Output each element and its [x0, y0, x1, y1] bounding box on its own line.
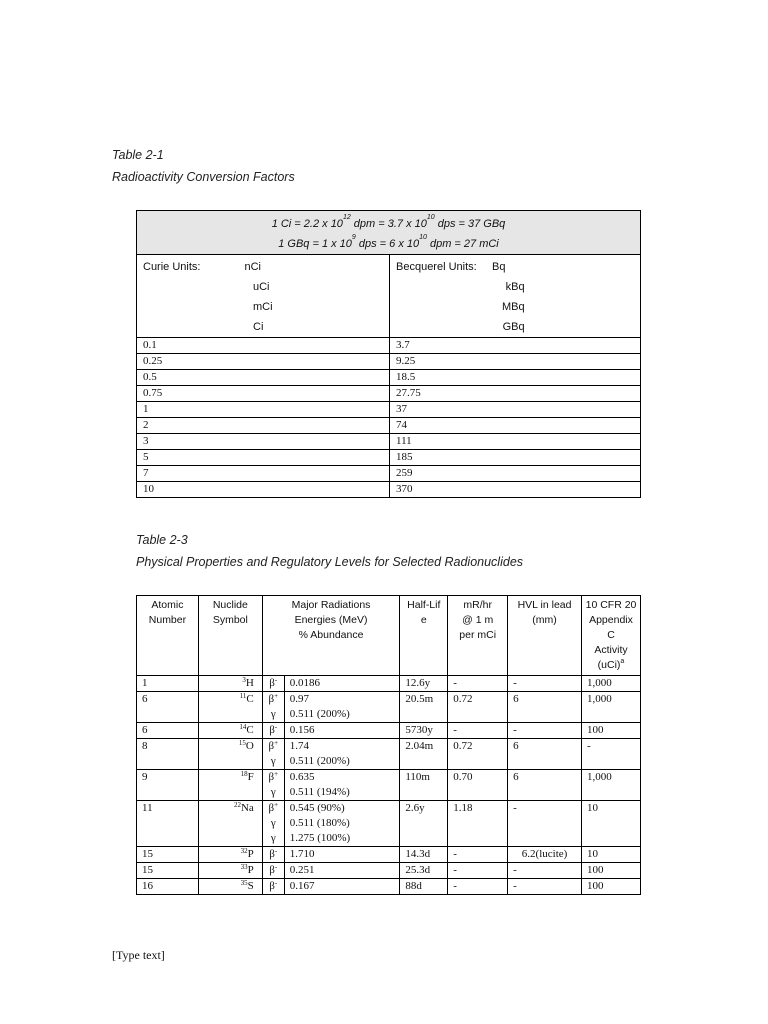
- radiation-energy: 0.545 (90%) 0.511 (180%) 1.275 (100%): [284, 801, 400, 847]
- hvl-lead: 6.2(lucite): [508, 847, 582, 863]
- curie-units-cell: [137, 255, 390, 338]
- becquerel-value: 185: [390, 450, 641, 466]
- becquerel-units-label: Becquerel Units:: [396, 261, 477, 273]
- cfr-activity: 1,000: [582, 676, 641, 692]
- hvl-lead: -: [508, 879, 582, 895]
- table-row: [137, 402, 641, 418]
- half-life: 5730y: [400, 723, 448, 739]
- radiation-energy: 0.97 0.511 (200%): [284, 692, 400, 723]
- becquerel-value: 111: [390, 434, 641, 450]
- becquerel-value: 3.7: [390, 338, 641, 354]
- element-symbol: Na: [240, 802, 254, 814]
- radiation-symbol: γ: [270, 786, 276, 798]
- nuclide-symbol: [198, 863, 262, 879]
- half-life: 25.3d: [400, 863, 448, 879]
- radiation-type: [262, 770, 284, 801]
- nuclide-symbol: [198, 739, 262, 770]
- cfr-activity: 1,000: [582, 692, 641, 723]
- table-row: [137, 879, 641, 895]
- half-life: 12.6y: [400, 676, 448, 692]
- nuclide-symbol: [198, 770, 262, 801]
- radiation-energy: 1.710: [284, 847, 400, 863]
- table-row: [137, 676, 641, 692]
- curie-value: 7: [137, 466, 390, 482]
- atomic-number: 6: [137, 692, 199, 723]
- table-row: [137, 739, 641, 770]
- half-life: 14.3d: [400, 847, 448, 863]
- table-row: [137, 338, 641, 354]
- radiation-type: [262, 863, 284, 879]
- element-symbol: C: [246, 724, 254, 736]
- cfr-activity: 100: [582, 863, 641, 879]
- radiation-energy: 0.167: [284, 879, 400, 895]
- becquerel-value: 370: [390, 482, 641, 498]
- hvl-lead: 6: [508, 739, 582, 770]
- atomic-number: 9: [137, 770, 199, 801]
- nuclide-symbol: [198, 692, 262, 723]
- table-row: [137, 370, 641, 386]
- table-row: [137, 466, 641, 482]
- header-hvl-lead: HVL in lead (mm): [508, 596, 582, 676]
- atomic-number: 8: [137, 739, 199, 770]
- curie-value: 0.5: [137, 370, 390, 386]
- becquerel-value: 37: [390, 402, 641, 418]
- atomic-number: 15: [137, 863, 199, 879]
- curie-value: 2: [137, 418, 390, 434]
- radiation-symbol: β-: [269, 676, 278, 689]
- mr-per-hr: -: [448, 879, 508, 895]
- table-row: [137, 801, 641, 847]
- mr-per-hr: 1.18: [448, 801, 508, 847]
- radiation-type: [262, 676, 284, 692]
- table-row: [137, 723, 641, 739]
- hvl-lead: -: [508, 676, 582, 692]
- cfr-activity: 100: [582, 723, 641, 739]
- atomic-number: 1: [137, 676, 199, 692]
- radiation-type: [262, 879, 284, 895]
- element-symbol: S: [247, 880, 254, 892]
- nuclide-symbol: [198, 801, 262, 847]
- half-life: 110m: [400, 770, 448, 801]
- header-line-1: 1 Ci = 2.2 x $10^{12}$ dpm = 3.7 x $10^{10}$ dps = 37 GBq: [271, 214, 506, 230]
- mr-per-hr: -: [448, 723, 508, 739]
- table1-label: Table 2-1: [112, 148, 164, 162]
- table-row: [137, 863, 641, 879]
- mr-per-hr: 0.72: [448, 692, 508, 723]
- element-symbol: P: [247, 848, 254, 860]
- half-life: 2.04m: [400, 739, 448, 770]
- curie-value: 1: [137, 402, 390, 418]
- curie-value: 0.25: [137, 354, 390, 370]
- header-line-2: 1 GBq = 1 x $10^9$ dps = 6 x $10^{10}$ dpm = 27 mCi: [278, 234, 499, 250]
- radiation-energy: 0.0186: [284, 676, 400, 692]
- table-row: [137, 692, 641, 723]
- radiation-symbol: γ: [270, 708, 276, 720]
- element-symbol: F: [247, 771, 254, 783]
- mr-per-hr: 0.70: [448, 770, 508, 801]
- mr-per-hr: -: [448, 863, 508, 879]
- radiation-type: [262, 723, 284, 739]
- radiation-energy: 1.74 0.511 (200%): [284, 739, 400, 770]
- cfr-activity: -: [582, 739, 641, 770]
- element-symbol: C: [246, 693, 254, 705]
- radiation-symbol: β-: [269, 879, 278, 892]
- table1-caption: Radioactivity Conversion Factors: [112, 170, 295, 184]
- radiation-type: [262, 801, 284, 847]
- radiation-energy: 0.635 0.511 (194%): [284, 770, 400, 801]
- conversion-header: [137, 211, 641, 255]
- table-row: [137, 482, 641, 498]
- becquerel-value: 74: [390, 418, 641, 434]
- mass-number: 11: [239, 692, 247, 700]
- hvl-lead: -: [508, 801, 582, 847]
- radiation-symbol: β+: [268, 770, 279, 783]
- hvl-lead: -: [508, 863, 582, 879]
- radiation-symbol: β+: [268, 801, 279, 814]
- header-cfr-activity: 10 CFR 20 Appendix C Activity (uCi)$^a$: [582, 596, 641, 676]
- mr-per-hr: -: [448, 847, 508, 863]
- mass-number: 33: [240, 863, 248, 871]
- becquerel-value: 27.75: [390, 386, 641, 402]
- header-mr-per-hr: mR/hr @ 1 m per mCi: [448, 596, 508, 676]
- curie-value: 0.75: [137, 386, 390, 402]
- header-major-radiations: Major Radiations Energies (MeV) % Abundance: [262, 596, 400, 676]
- cfr-activity: 10: [582, 801, 641, 847]
- radiation-symbol: β-: [269, 863, 278, 876]
- radiation-symbol: β+: [268, 739, 279, 752]
- curie-value: 3: [137, 434, 390, 450]
- mr-per-hr: 0.72: [448, 739, 508, 770]
- cfr-activity: 10: [582, 847, 641, 863]
- header-half-life: Half-Lif e: [400, 596, 448, 676]
- becquerel-value: 9.25: [390, 354, 641, 370]
- radionuclides-table: [136, 595, 641, 895]
- mass-number: 22: [233, 801, 241, 809]
- radiation-symbol: γ: [270, 817, 276, 829]
- header-nuclide-symbol: Nuclide Symbol: [198, 596, 262, 676]
- radiation-energy: 0.251: [284, 863, 400, 879]
- cfr-activity: 1,000: [582, 770, 641, 801]
- becquerel-units-cell: [390, 255, 641, 338]
- nuclide-symbol: [198, 879, 262, 895]
- curie-units-label: Curie Units:: [143, 261, 201, 273]
- table-row: [137, 450, 641, 466]
- radiation-energy: 0.156: [284, 723, 400, 739]
- radiation-symbol: β+: [268, 692, 279, 705]
- half-life: 88d: [400, 879, 448, 895]
- nuclide-symbol: [198, 723, 262, 739]
- radiation-type: [262, 692, 284, 723]
- radiation-symbol: γ: [270, 755, 276, 767]
- mass-number: 18: [240, 770, 248, 778]
- becquerel-value: 18.5: [390, 370, 641, 386]
- table-row: [137, 418, 641, 434]
- element-symbol: O: [245, 740, 254, 752]
- radiation-type: [262, 739, 284, 770]
- curie-units-list: nCi uCi mCi Ci: [244, 261, 273, 333]
- nuclide-symbol: [198, 676, 262, 692]
- radiation-symbol: β-: [269, 723, 278, 736]
- mass-number: 3: [242, 676, 246, 684]
- footer-placeholder: [Type text]: [112, 948, 165, 962]
- half-life: 20.5m: [400, 692, 448, 723]
- table-row: [137, 354, 641, 370]
- atomic-number: 15: [137, 847, 199, 863]
- curie-value: 10: [137, 482, 390, 498]
- hvl-lead: -: [508, 723, 582, 739]
- mass-number: 35: [240, 879, 248, 887]
- atomic-number: 6: [137, 723, 199, 739]
- radiation-symbol: γ: [270, 832, 276, 844]
- table-row: [137, 434, 641, 450]
- element-symbol: H: [245, 677, 254, 689]
- becquerel-units-list: Bq kBq MBq GBq: [492, 261, 525, 333]
- curie-value: 5: [137, 450, 390, 466]
- table2-caption: Physical Properties and Regulatory Levels for Selected Radionuclides: [136, 555, 524, 569]
- table2-label: Table 2-3: [136, 533, 188, 547]
- mass-number: 14: [239, 723, 247, 731]
- mass-number: 32: [240, 847, 248, 855]
- mass-number: 15: [238, 739, 246, 747]
- atomic-number: 11: [137, 801, 199, 847]
- hvl-lead: 6: [508, 692, 582, 723]
- half-life: 2.6y: [400, 801, 448, 847]
- mr-per-hr: -: [448, 676, 508, 692]
- element-symbol: P: [247, 864, 254, 876]
- nuclide-symbol: [198, 847, 262, 863]
- cfr-activity: 100: [582, 879, 641, 895]
- table-row: [137, 847, 641, 863]
- hvl-lead: 6: [508, 770, 582, 801]
- radiation-symbol: β-: [269, 847, 278, 860]
- table-row: [137, 770, 641, 801]
- conversion-factors-table: [136, 210, 641, 498]
- radiation-type: [262, 847, 284, 863]
- table-row: [137, 386, 641, 402]
- header-atomic-number: Atomic Number: [137, 596, 199, 676]
- curie-value: 0.1: [137, 338, 390, 354]
- atomic-number: 16: [137, 879, 199, 895]
- becquerel-value: 259: [390, 466, 641, 482]
